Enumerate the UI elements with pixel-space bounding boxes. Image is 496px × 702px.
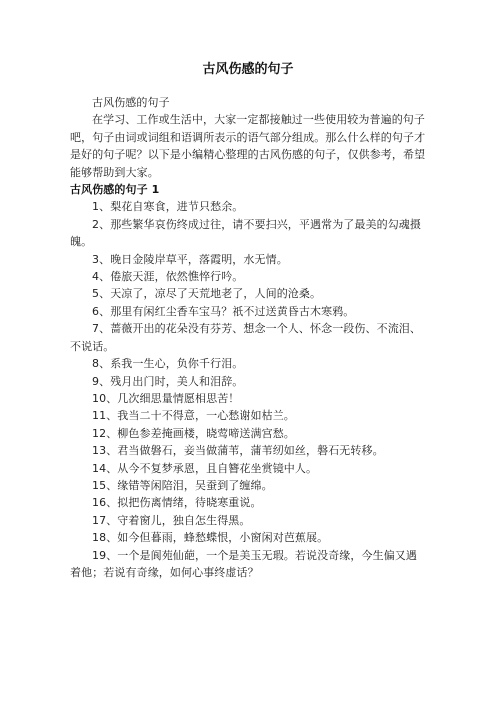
section-heading: 古风伤感的句子 1 xyxy=(70,183,160,197)
sentence-item: 6、那里有闲红尘香车宝马？祇不过送黄昏古木寒鸦。 xyxy=(92,304,355,318)
document-subtitle: 古风伤感的句子 xyxy=(92,96,170,109)
sentence-item: 7、蔷薇开出的花朵没有芬芳、想念一个人、怀念一段伤、不流泪、不说话。 xyxy=(70,322,421,353)
sentence-item: 5、天凉了，凉尽了天荒地老了，人间的沧桑。 xyxy=(92,287,322,301)
sentence-item: 11、我当二十不得意，一心愁谢如枯兰。 xyxy=(92,409,295,423)
sentence-item: 4、倦旅天涯，依然憔悴行吟。 xyxy=(92,270,244,284)
sentence-item: 3、晚日金陵岸草平，落霞明，水无情。 xyxy=(92,252,288,266)
sentence-item: 18、如今但暮雨，蜂愁蝶恨，小窗闲对芭蕉展。 xyxy=(92,531,329,545)
sentence-item: 15、缘错等闲陪泪，吴蚕到了缠绵。 xyxy=(92,478,273,492)
sentence-item: 9、残月出门时，美人和泪辞。 xyxy=(92,374,244,388)
document-body xyxy=(70,94,426,581)
sentence-item: 13、君当做磐石，妾当做蒲苇，蒲苇纫如丝，磐石无转移。 xyxy=(92,444,384,458)
sentence-item: 8、系我一生心，负你千行泪。 xyxy=(92,357,244,371)
sentence-item: 16、拟把伤离情绪，待晓寒重说。 xyxy=(92,496,262,510)
sentence-item: 19、一个是阆苑仙葩，一个是美玉无瑕。若说没奇缘，今生偏又遇着他；若说有奇缘，如何心事终虚话？ xyxy=(70,548,417,579)
sentence-item: 10、几次细思量情愿相思苦！ xyxy=(92,391,240,405)
sentence-item: 14、从今不复梦承恩，且自簪花坐赏镜中人。 xyxy=(92,461,318,475)
intro-paragraph: 在学习、工作或生活中，大家一定都接触过一些使用较为普遍的句子吧，句子由词或词组和语调所表示的语气部分组成。那么什么样的句子才是好的句子呢？以下是小编精心整理的古风伤感的句子，仅供参考，希望能够帮助到大家。 xyxy=(70,113,426,179)
sentence-item: 2、那些繁华哀伤终成过往，请不要扫兴，平遇常为了最美的勾魂摄魄。 xyxy=(70,217,421,249)
sentence-item: 1、梨花自寒食，进节只愁余。 xyxy=(92,200,244,214)
sentence-item: 17、守着窗儿，独自怎生得黑。 xyxy=(92,513,251,527)
document-title: 古风伤感的句子 xyxy=(202,62,294,77)
sentence-item: 12、柳色参差掩画楼，晓莺啼送满宫愁。 xyxy=(92,426,295,440)
